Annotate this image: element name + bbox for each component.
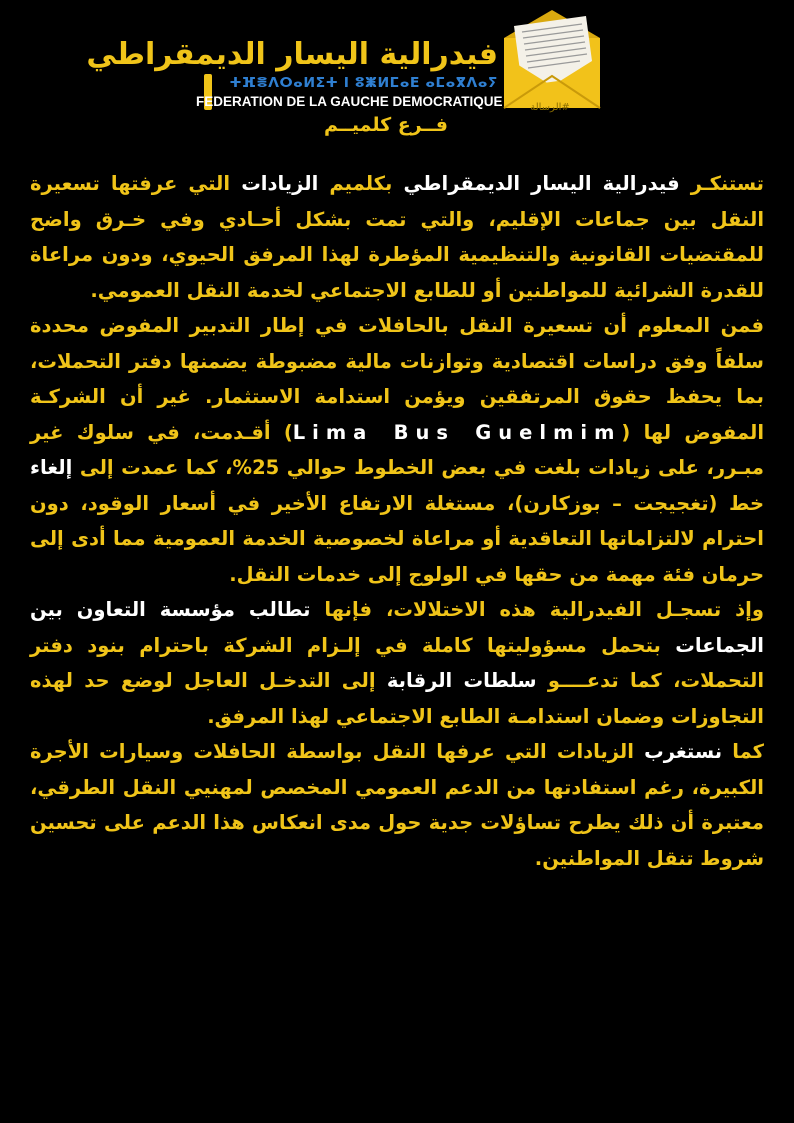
p2-text-a: فمن المعلوم أن تسعيرة النقل بالحافلات في إطار التدبير المفوض محددة سلفاً وفق دراسات اقتصادية وتوازنات مالية مضبوطة يضمنها دفتر التحملات، بما يحفظ حقوق المرتفقين ويؤمن استدامة الاستثمار. غير أن الشركـة المفوض لها ( [30, 314, 764, 444]
org-name-tifinagh: ⵜⴼⴻⴷⵔⴰⵍⵉⵜ ⵏ ⵓⵥⵍⵎⴰⴹ ⴰⵎⴰⴳⴷⴰⵢ [229, 75, 498, 91]
p1-highlight-increases: الزيادات [241, 172, 319, 195]
p3-text-a: وإذ تسجـل الفيدرالية هذه الاختلالات، فإنها [310, 598, 764, 621]
p4-text-c: الزيادات التي عرفها النقل بواسطة الحافلات وسيارات الأجرة الكبيرة، رغم استفادتها من الدعم العمومي المخصص لمهنيي النقل الطرقي، معتبرة أن ذلك يطرح تساؤلات جدية حول مدى انعكاس هذا الدعم على تحسين شروط تنقل المواطنين. [30, 740, 764, 870]
organization-logo [86, 37, 503, 138]
company-name: Lima Bus Guelmim [292, 420, 622, 444]
p3-highlight-authorities: سلطات الرقابة [386, 669, 537, 692]
p3-text-g: إلى التدخـل العاجل لوضع حد لهذه التجاوزات وضمان استدامـة الطابع الاجتماعي لهذا المرفق. [30, 669, 764, 728]
org-name-arabic: فيدرالية اليسار الديمقراطي [86, 37, 498, 72]
statement-body [30, 166, 764, 876]
p4-highlight-wonder: نستغرب [644, 740, 723, 763]
envelope-icon [500, 6, 610, 114]
p2-highlight-cancel: إلغاء [30, 456, 73, 479]
p1-text-c: بكلميم [318, 172, 404, 195]
p3-text-e: بتحمل مسؤوليتها كاملة في إلـزام الشركة باحترام بنود دفتر التحملات، كما تدعــــو [30, 633, 764, 692]
p2-text-c: ) أقـدمت، في سلوك غير مبـرر، على زيادات بلغت في بعض الخطوط حوالي 25%، كما عمدت إلى [30, 420, 764, 479]
p1-text-e: التي عرفتها تسعيرة النقل بين جماعات الإقليم، والتي تمت بشكل أحـادي وفي خـرق واضح للمقتضيات القانونية والتنظيمية المؤطرة لهذا المرفق الحيوي، ودون مراعاة للقدرة الشرائية للمواطنين أو للطابع الاجتماعي لخدمة النقل العمومي. [30, 172, 764, 302]
header [0, 0, 794, 150]
paragraph-1 [30, 166, 764, 308]
p2-text-e: خط (تغجيجت – بوزكارن)، مستغلة الارتفاع الأخير في أسعار الوقود، دون احترام لالتزاماتها التعاقدية أو مراعاة لخصوصية الخدمة العمومية مما أدى إلى حرمان فئة مهمة من حقها في الولوج إلى خدمات النقل. [30, 491, 764, 586]
p3-text-c [235, 598, 249, 621]
paragraph-2 [30, 308, 764, 592]
paragraph-4 [30, 734, 764, 876]
envelope-hashtag: #الرسالة [530, 102, 570, 113]
p3-highlight-institution: مؤسسة التعاون بين الجماعات [30, 598, 764, 657]
p1-highlight-org: فيدرالية اليسار الديمقراطي [403, 172, 680, 195]
paragraph-3 [30, 592, 764, 734]
branch-name: فــرع كلميــم [323, 114, 448, 136]
org-name-french: FEDERATION DE LA GAUCHE DEMOCRATIQUE [196, 94, 503, 109]
p1-text-a: تستنكـر [679, 172, 764, 195]
p3-highlight-demands: تطالب [248, 598, 311, 621]
p4-text-a: كما [722, 740, 764, 763]
